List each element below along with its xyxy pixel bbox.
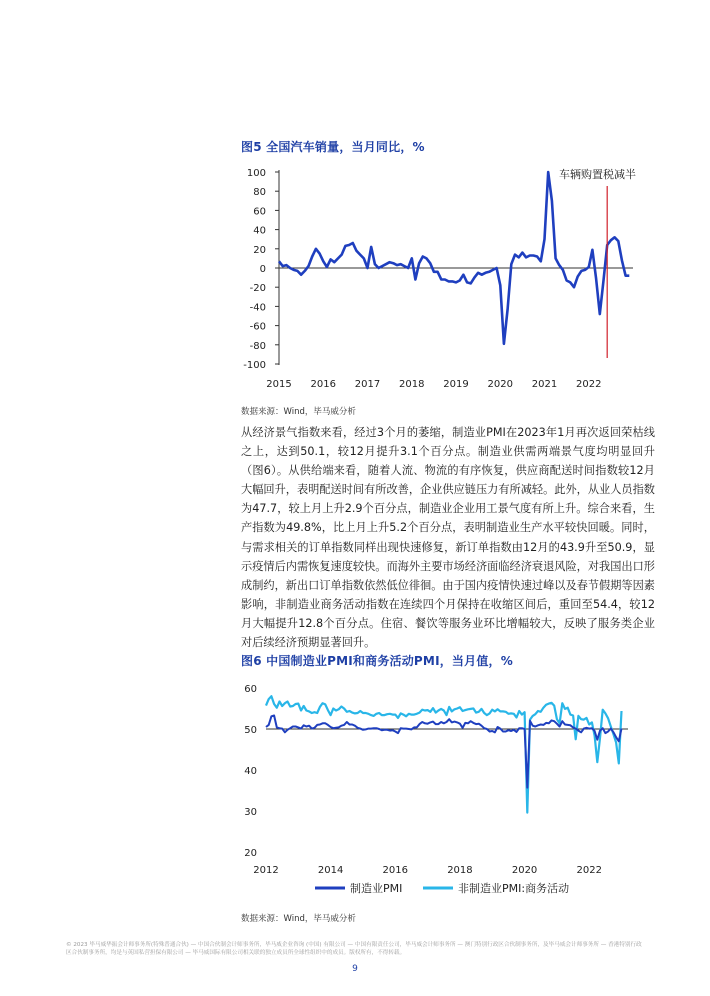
x-tick-label: 2018 — [399, 379, 425, 390]
y-tick-label: 60 — [253, 206, 266, 218]
y-tick-label: 40 — [253, 225, 266, 237]
body-paragraph: 从经济景气指数来看，经过3个月的萎缩，制造业PMI在2023年1月再次返回荣枯线之上，达到50.1，较12月提升3.1个百分点。制造业供需两端景气度均明显回升（图6）。从供给端来看，随着人流、物流的有序恢复，供应商配送时间指数较12月大幅回升，表明配送时间有所改善，企业供应链压力有所减轻。此外，从业人员指数为47.7，较上月上升2.9个百分点，制造业企业用工景气度有所上升。综合来看，生产指数为49.8%，比上月上升5.2个百分点，表明制造业生产水平较快回暖。同时，与需求相关的订单指数同样出现快速修复，新订单指数由12月的43.9升至50.9，显示疫情后内需恢复速度较快。而海外主要市场经济面临经济衰退风险，对我国出口形成制约，新出口订单指数依然低位徘徊。由于国内疫情快速过峰以及春节假期等因素影响，非制造业商务活动指数在连续四个月保持在收缩区间后，重回至54.4，较12月大幅提升12.8个百分点。住宿、餐饮等服务业环比增幅较大，反映了服务类企业对后续经济预期显著回升。 — [241, 426, 655, 650]
x-tick-label: 2021 — [531, 379, 558, 390]
non-manufacturing-pmi-line — [266, 696, 622, 812]
legend-label: 非制造业PMI:商务活动 — [458, 882, 570, 895]
x-tick-label: 2015 — [266, 379, 292, 390]
y-tick-label: 100 — [246, 168, 266, 179]
manufacturing-pmi-line — [266, 716, 622, 788]
annotation-label: 车辆购置税减半 — [559, 168, 636, 181]
x-tick-label: 2018 — [447, 865, 473, 876]
y-tick-label: 0 — [259, 264, 266, 275]
x-tick-label: 2022 — [576, 379, 602, 390]
y-tick-label: -100 — [243, 360, 266, 371]
copyright-footer: © 2023 毕马威华振会计师事务所(特殊普通合伙) — 中国合伙制会计师事务所，毕马威企业咨询 (中国) 有限公司 — 中国有限责任公司，毕马威会计师事务所 — 澳门特别行政区合伙制事务所，及毕马威会计师事务所 — 香港特别行政区合伙制事务所，均是与英国私营担保有限公司 — 毕马威国际有限公司相关联的独立成员所全球性组织中的成员。版权所有，不得转载。 — [66, 942, 642, 956]
y-tick-label: 30 — [244, 807, 257, 818]
x-tick-label: 2016 — [382, 865, 409, 876]
y-tick-label: -20 — [249, 283, 266, 295]
x-tick-label: 2022 — [576, 865, 602, 876]
figure6-source: 数据来源：Wind，毕马威分析 — [241, 914, 356, 924]
x-tick-label: 2012 — [253, 865, 279, 876]
page-number: 9 — [352, 964, 358, 974]
x-tick-label: 2014 — [317, 865, 344, 876]
y-tick-label: -40 — [249, 302, 266, 314]
y-tick-label: -80 — [249, 340, 266, 352]
figure5-source: 数据来源：Wind，毕马威分析 — [241, 407, 356, 417]
y-tick-label: 40 — [244, 766, 257, 777]
y-tick-label: 50 — [244, 725, 257, 736]
y-tick-label: 20 — [244, 848, 257, 859]
x-tick-label: 2020 — [511, 865, 538, 876]
figure5-title: 图5 全国汽车销量，当月同比，% — [241, 140, 425, 154]
legend-label: 制造业PMI — [350, 882, 403, 895]
x-tick-label: 2020 — [487, 379, 513, 390]
x-tick-label: 2017 — [354, 379, 381, 390]
y-tick-label: -60 — [249, 321, 266, 333]
x-tick-label: 2019 — [443, 379, 469, 390]
y-tick-label: 20 — [253, 244, 266, 256]
figure6-title: 图6 中国制造业PMI和商务活动PMI，当月值，% — [241, 654, 513, 668]
y-tick-label: 80 — [253, 187, 266, 199]
x-tick-label: 2016 — [310, 379, 336, 390]
y-tick-label: 60 — [244, 684, 257, 695]
